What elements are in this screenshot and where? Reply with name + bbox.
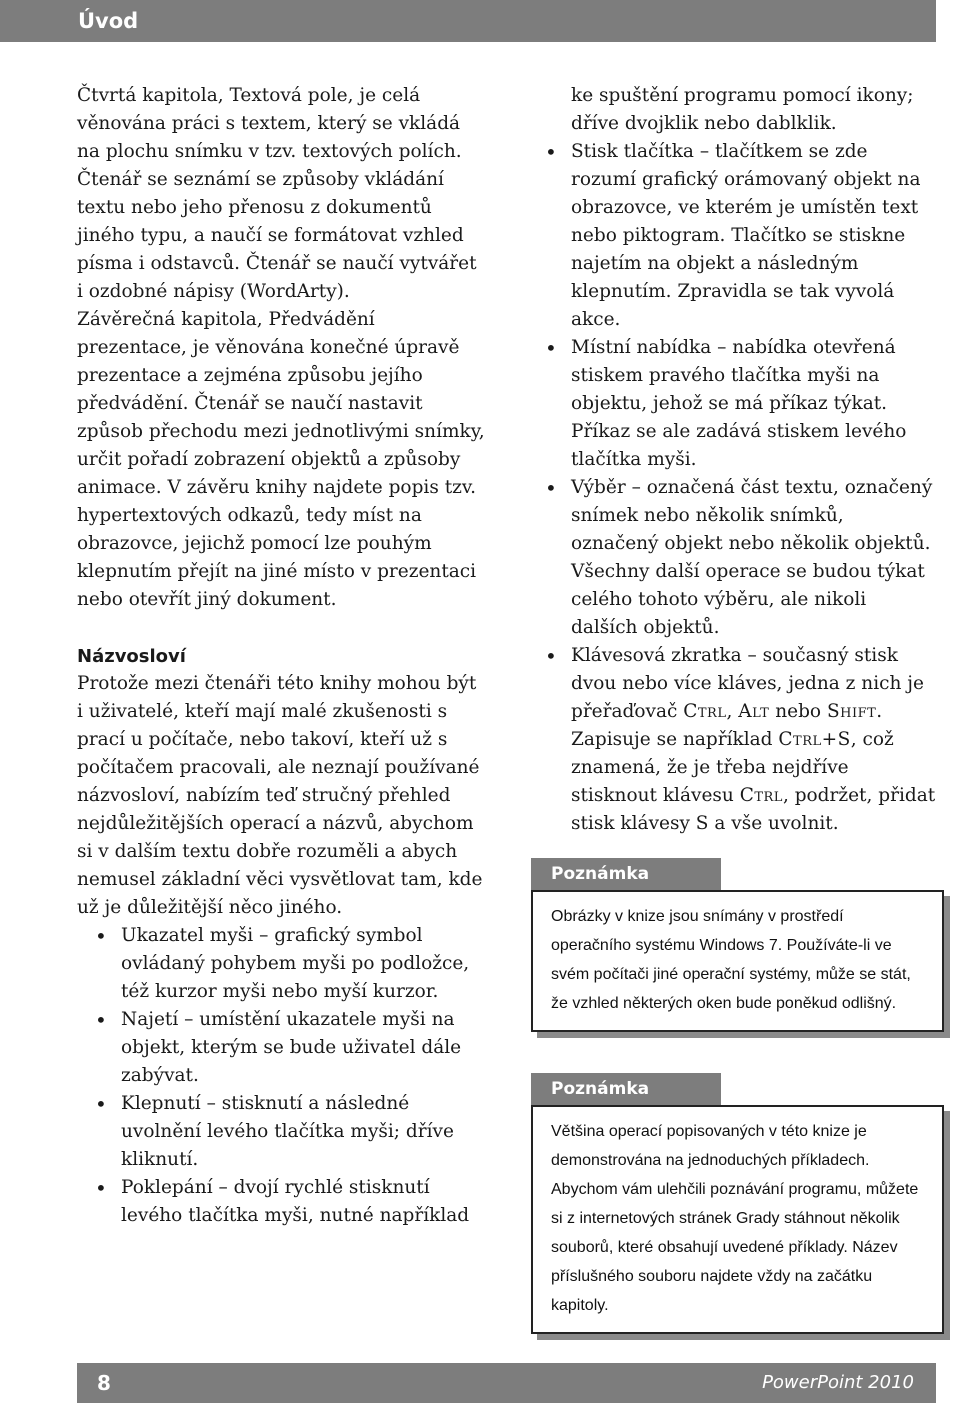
item-text: . Zapisuje se například [571,701,883,750]
book-title: PowerPoint 2010 [762,1372,914,1393]
key-label: Shift [826,701,877,722]
terminology-list-continued [527,138,937,838]
section-paragraph: Protože mezi čtenáři této knihy mohou být i uživatelé, kteří mají malé zkušenosti s prací u počítače, nebo takoví, kteří už s počítačem pracovali, ale neznají používané názvosloví, nabízím teď stručný přehled nejdůležitějších operací a názvů, abychom si v dalším textu dobře rozuměli a abych nemusel základní věci vysvětlovat tam, kde už je důležitější něco jiného. [77,673,483,918]
list-item: • Klepnutí – stisknutí a následné uvolnění levého tlačítka myši; dříve kliknutí. [77,1090,487,1174]
list-item: • Najetí – umístění ukazatele myši na objekt, kterým se bude uživatel dále zabývat. [77,1006,487,1090]
item-text: , což znamená, že je třeba nejdříve stisknout klávesu [571,729,894,806]
note-text: Obrázky v knize jsou snímány v prostředí operačního systému Windows 7. Používáte-li ve svém počítači jiné operační systémy, může se stát, že vzhled některých oken bude poněkud odlišný. [531,890,944,1032]
chapter-title: Úvod [78,9,139,33]
note-box [531,858,944,1032]
list-item: • Výběr – označená část textu, označený snímek nebo několik snímků, označený objekt nebo několik objektů. Všechny další operace se budou týkat celého tohoto výběru, ale nikoli dalších objektů. [527,474,937,642]
left-column [77,82,487,1230]
list-item: • Poklepání – dvojí rychlé stisknutí levého tlačítka myši, nutné například [77,1174,487,1230]
key-label: Ctrl [683,701,727,722]
intro-paragraph: Závěrečná kapitola, Předvádění prezentace, je věnována konečné úpravě prezentace a zejména způsobu jejího předvádění. Čtenář se naučí nastavit způsob přechodu mezi jednotlivými snímky, určit pořadí zobrazení objektů a způsoby animace. V závěru knihy najdete popis tzv. hypertextových odkazů, tedy míst na obrazovce, jejichž pomocí lze pouhým klepnutím přejít na jiné místo v prezentaci nebo otevřít jiný dokument. [77,309,485,610]
list-item: • Ukazatel myši – grafický symbol ovládaný pohybem myši po podložce, též kurzor myši nebo myší kurzor. [77,922,487,1006]
key-label: Ctrl+S [778,729,851,750]
page-footer [77,1363,936,1403]
note-label: Poznámka [531,1073,721,1105]
list-item: • Místní nabídka – nabídka otevřená stiskem pravého tlačítka myši na objektu, jehož se má příkaz týkat. Příkaz se ale zadává stiskem levého tlačítka myši. [527,334,937,474]
list-item: • Stisk tlačítka – tlačítkem se zde rozumí grafický orámovaný objekt na obrazovce, ve kterém je umístěn text nebo piktogram. Tlačítko se stiskne najetím na objekt a následným klepnutím. Zpravidla se tak vyvolá akce. [527,138,937,334]
section-heading: Názvosloví [77,646,186,667]
key-label: Ctrl [739,785,783,806]
continued-text: ke spuštění programu pomocí ikony; dříve dvojklik nebo dablklik. [571,85,914,134]
note-label: Poznámka [531,858,721,890]
chapter-header [0,0,936,42]
note-box [531,1073,944,1334]
note-text: Většina operací popisovaných v této knize je demonstrována na jednoduchých příkladech. Abychom vám ulehčili poznávání programu, můžete si z internetových stránek Grady stáhnout několik souborů, které obsahují uvedené příklady. Název příslušného souboru najdete vždy na začátku kapitoly. [531,1105,944,1334]
page-number: 8 [97,1371,111,1395]
item-text: nebo [769,701,827,722]
item-text: Klávesová zkratka – současný stisk dvou nebo více kláves, jedna z nich je přeřaďovač [571,645,924,722]
intro-paragraph: Čtvrtá kapitola, Textová pole, je celá věnována práci s textem, který se vkládá na plochu snímku v tzv. textových polích. Čtenář se seznámí se způsoby vkládání textu nebo jeho přenosu z dokumentů jiného typu, a naučí se formátovat vzhled písma i odstavců. Čtenář se naučí vytvářet i ozdobné nápisy (WordArty). [77,85,477,302]
item-text: , [726,701,739,722]
item-text: , podržet, přidat stisk klávesy S a vše uvolnit. [571,785,936,834]
terminology-list [77,922,487,1230]
list-item-shortcut [527,642,937,838]
key-label: Alt [738,701,770,722]
right-column [527,82,937,838]
